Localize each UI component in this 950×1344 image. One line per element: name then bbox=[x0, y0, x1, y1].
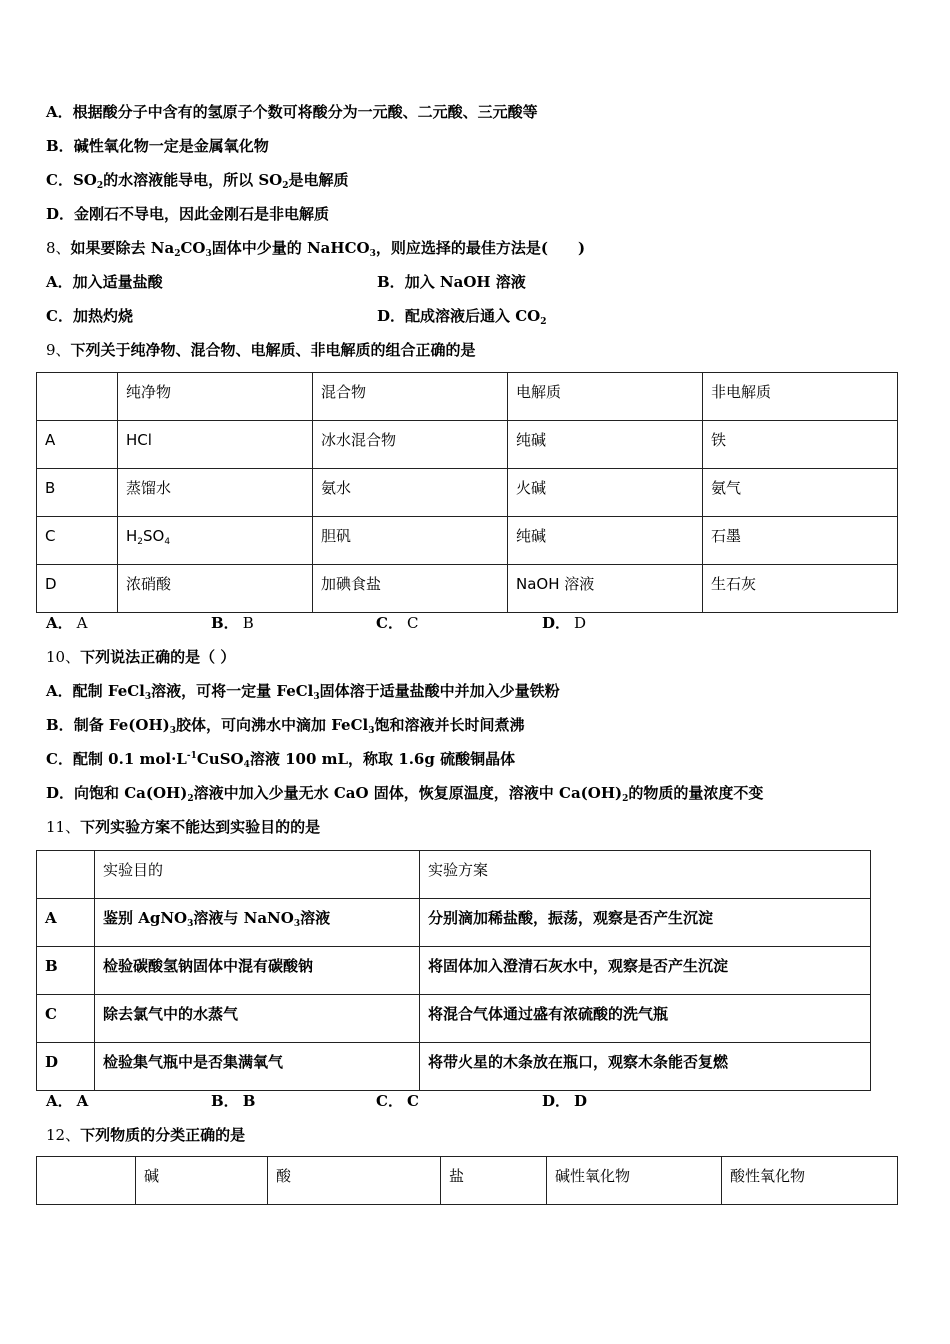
q10-option-b bbox=[46, 714, 525, 736]
table-cell: A bbox=[37, 899, 95, 947]
table-header-cell: 混合物 bbox=[313, 373, 508, 421]
table-header-cell: 碱 bbox=[136, 1157, 268, 1205]
subscript: 3 bbox=[144, 692, 152, 702]
q11-answer-a bbox=[46, 1090, 88, 1112]
text-part: 溶液 bbox=[300, 909, 331, 927]
question-number: 11、 bbox=[46, 818, 81, 836]
table-row bbox=[37, 565, 898, 613]
question-text: 下列说法正确的是（ ） bbox=[80, 648, 236, 666]
text-part: 溶液 100 mL，称取 1.6g 硫酸铜晶体 bbox=[249, 750, 516, 768]
table-row bbox=[37, 421, 898, 469]
subscript: 2 bbox=[187, 794, 194, 804]
option-label: D． bbox=[46, 784, 75, 802]
option-label: A． bbox=[46, 1092, 73, 1110]
q9-answer-options bbox=[46, 612, 906, 634]
question-number: 10、 bbox=[46, 648, 81, 666]
question-text: 下列关于纯净物、混合物、电解质、非电解质的组合正确的是 bbox=[70, 341, 476, 359]
q11-answer-c bbox=[376, 1090, 419, 1112]
table-header-cell: 实验方案 bbox=[420, 851, 871, 899]
option-label: C． bbox=[376, 614, 403, 632]
text-part: 胶体，可向沸水中滴加 FeCl bbox=[175, 716, 369, 734]
q8-options-row-1 bbox=[46, 271, 906, 293]
table-header-cell: 盐 bbox=[441, 1157, 547, 1205]
q7-option-d bbox=[46, 203, 329, 225]
table-cell: 铁 bbox=[703, 421, 898, 469]
question-number: 12、 bbox=[46, 1126, 81, 1144]
table-header-cell bbox=[37, 373, 118, 421]
q11-stem bbox=[46, 816, 320, 838]
q8-option-a bbox=[46, 273, 163, 291]
table-header-cell bbox=[37, 1157, 136, 1205]
superscript: -1 bbox=[186, 751, 197, 761]
table-cell: D bbox=[37, 565, 118, 613]
text-part: 是电解质 bbox=[288, 171, 349, 189]
subscript: 2 bbox=[174, 249, 181, 259]
table-cell: HCl bbox=[118, 421, 313, 469]
q9-answer-d bbox=[542, 612, 586, 634]
table-header-cell: 碱性氧化物 bbox=[547, 1157, 722, 1205]
table-cell: 检验集气瓶中是否集满氧气 bbox=[95, 1043, 420, 1091]
table-cell: B bbox=[37, 947, 95, 995]
table-cell: 石墨 bbox=[703, 517, 898, 565]
option-label: D． bbox=[46, 205, 75, 223]
table-cell: 生石灰 bbox=[703, 565, 898, 613]
question-number: 9、 bbox=[46, 341, 71, 359]
text-part: 溶液与 NaNO bbox=[193, 909, 294, 927]
q7-option-a bbox=[46, 101, 538, 123]
table-cell: C bbox=[37, 517, 118, 565]
option-label: B． bbox=[211, 1092, 239, 1110]
subscript: 2 bbox=[622, 794, 629, 804]
option-label: C． bbox=[46, 750, 73, 768]
text-part: 配制 0.1 mol·L bbox=[72, 750, 187, 768]
text-part: H bbox=[126, 527, 138, 545]
table-header-row bbox=[37, 373, 898, 421]
table-cell: 检验碳酸氢钠固体中混有碳酸钠 bbox=[95, 947, 420, 995]
q8-option-d bbox=[377, 305, 547, 327]
table-cell: 氨水 bbox=[313, 469, 508, 517]
table-cell: 蒸馏水 bbox=[118, 469, 313, 517]
option-text: 根据酸分子中含有的氢原子个数可将酸分为一元酸、二元酸、三元酸等 bbox=[72, 103, 538, 121]
option-label: B． bbox=[211, 614, 239, 632]
option-label: C． bbox=[376, 1092, 403, 1110]
table-header-cell: 酸 bbox=[268, 1157, 441, 1205]
option-label: D． bbox=[542, 1092, 571, 1110]
q10-stem bbox=[46, 646, 235, 668]
subscript: 3 bbox=[368, 726, 375, 736]
option-label: B． bbox=[46, 716, 74, 734]
q10-option-c bbox=[46, 748, 515, 770]
option-label: A． bbox=[46, 614, 73, 632]
q7-option-b bbox=[46, 135, 269, 157]
option-text: A bbox=[76, 614, 88, 632]
table-header-cell: 非电解质 bbox=[703, 373, 898, 421]
table-cell-formula bbox=[95, 899, 420, 947]
table-cell: C bbox=[37, 995, 95, 1043]
text-part: 溶液，可将一定量 FeCl bbox=[151, 682, 314, 700]
subscript: 3 bbox=[293, 919, 301, 929]
option-label: B． bbox=[377, 273, 405, 291]
text-part: CO bbox=[180, 239, 206, 257]
subscript: 3 bbox=[313, 692, 320, 702]
text-part: SO bbox=[143, 527, 165, 545]
q8-option-b bbox=[377, 271, 526, 293]
option-text: C bbox=[406, 1092, 419, 1110]
table-header-row bbox=[37, 851, 871, 899]
q11-table bbox=[36, 850, 871, 1091]
text-part: 如果要除去 Na bbox=[70, 239, 175, 257]
subscript: 3 bbox=[169, 726, 176, 736]
table-cell: D bbox=[37, 1043, 95, 1091]
option-text: A bbox=[76, 1092, 89, 1110]
table-cell-formula bbox=[118, 517, 313, 565]
table-header-row bbox=[37, 1157, 898, 1205]
text-part: 固体中少量的 NaHCO bbox=[211, 239, 370, 257]
table-header-cell: 电解质 bbox=[508, 373, 703, 421]
subscript: 4 bbox=[164, 537, 171, 547]
table-cell: A bbox=[37, 421, 118, 469]
q9-answer-a bbox=[46, 612, 87, 634]
table-header-cell bbox=[37, 851, 95, 899]
text-part: 配制 FeCl bbox=[72, 682, 145, 700]
table-cell: 胆矾 bbox=[313, 517, 508, 565]
subscript: 2 bbox=[137, 537, 144, 547]
table-cell: 将混合气体通过盛有浓硫酸的洗气瓶 bbox=[420, 995, 871, 1043]
subscript: 2 bbox=[282, 181, 289, 191]
text-part: 的物质的量浓度不变 bbox=[628, 784, 764, 802]
q9-answer-b bbox=[211, 612, 254, 634]
option-text: C bbox=[406, 614, 419, 632]
q8-stem bbox=[46, 237, 585, 259]
q9-answer-c bbox=[376, 612, 418, 634]
option-text: 加入 NaOH 溶液 bbox=[404, 273, 526, 291]
table-row bbox=[37, 469, 898, 517]
text-part: 的水溶液能导电，所以 SO bbox=[103, 171, 283, 189]
question-text: 下列物质的分类正确的是 bbox=[80, 1126, 246, 1144]
q10-option-a bbox=[46, 680, 560, 702]
text-part: ，则应选择的最佳方法是( ) bbox=[375, 239, 586, 257]
text-part: 制备 Fe(OH) bbox=[73, 716, 170, 734]
option-text: 加入适量盐酸 bbox=[72, 273, 163, 291]
q8-options-row-2 bbox=[46, 305, 906, 327]
table-row bbox=[37, 517, 898, 565]
text-part: CuSO bbox=[196, 750, 244, 768]
table-cell: 加碘食盐 bbox=[313, 565, 508, 613]
table-cell: 将固体加入澄清石灰水中，观察是否产生沉淀 bbox=[420, 947, 871, 995]
table-cell: 冰水混合物 bbox=[313, 421, 508, 469]
q10-option-d bbox=[46, 782, 763, 804]
subscript: 3 bbox=[205, 249, 212, 259]
q9-table bbox=[36, 372, 898, 613]
option-label: A． bbox=[46, 103, 73, 121]
option-label: D． bbox=[377, 307, 406, 325]
text-part: 鉴别 AgNO bbox=[103, 909, 188, 927]
option-label: B． bbox=[46, 137, 74, 155]
subscript: 2 bbox=[96, 181, 104, 191]
table-cell: 分别滴加稀盐酸，振荡，观察是否产生沉淀 bbox=[420, 899, 871, 947]
table-cell: 纯碱 bbox=[508, 517, 703, 565]
q7-option-c bbox=[46, 169, 349, 191]
table-row bbox=[37, 995, 871, 1043]
q11-answer-d bbox=[542, 1090, 587, 1112]
q8-option-c bbox=[46, 307, 133, 325]
subscript: 4 bbox=[243, 760, 250, 770]
table-header-cell: 酸性氧化物 bbox=[722, 1157, 898, 1205]
text-part: 溶液中加入少量无水 CaO 固体，恢复原温度，溶液中 Ca(OH) bbox=[193, 784, 623, 802]
table-row bbox=[37, 947, 871, 995]
table-cell: 将带火星的木条放在瓶口，观察木条能否复燃 bbox=[420, 1043, 871, 1091]
table-cell: NaOH 溶液 bbox=[508, 565, 703, 613]
subscript: 3 bbox=[187, 919, 194, 929]
q12-table bbox=[36, 1156, 898, 1205]
table-cell: 浓硝酸 bbox=[118, 565, 313, 613]
table-header-cell: 实验目的 bbox=[95, 851, 420, 899]
option-label: A． bbox=[46, 682, 73, 700]
table-row bbox=[37, 1043, 871, 1091]
option-label: C． bbox=[46, 171, 73, 189]
text-part: 配成溶液后通入 CO bbox=[405, 307, 541, 325]
table-header-cell: 纯净物 bbox=[118, 373, 313, 421]
table-row bbox=[37, 899, 871, 947]
text-part: 饱和溶液并长时间煮沸 bbox=[374, 716, 525, 734]
table-cell: 除去氯气中的水蒸气 bbox=[95, 995, 420, 1043]
text-part: SO bbox=[72, 171, 97, 189]
table-cell: B bbox=[37, 469, 118, 517]
subscript: 3 bbox=[369, 249, 376, 259]
q12-stem bbox=[46, 1124, 245, 1146]
option-label: D． bbox=[542, 614, 571, 632]
option-label: A． bbox=[46, 273, 73, 291]
option-text: 碱性氧化物一定是金属氧化物 bbox=[73, 137, 269, 155]
question-number: 8、 bbox=[46, 239, 71, 257]
q9-stem bbox=[46, 339, 476, 361]
option-label: C． bbox=[46, 307, 73, 325]
question-text: 下列实验方案不能达到实验目的的是 bbox=[80, 818, 321, 836]
q11-answer-options bbox=[46, 1090, 906, 1112]
option-text: D bbox=[574, 614, 587, 632]
option-text: B bbox=[242, 614, 254, 632]
table-cell: 火碱 bbox=[508, 469, 703, 517]
option-text: D bbox=[574, 1092, 588, 1110]
option-text: 加热灼烧 bbox=[72, 307, 133, 325]
text-part: 固体溶于适量盐酸中并加入少量铁粉 bbox=[319, 682, 560, 700]
text-part: 向饱和 Ca(OH) bbox=[74, 784, 188, 802]
q11-answer-b bbox=[211, 1090, 255, 1112]
option-text: B bbox=[242, 1092, 256, 1110]
subscript: 2 bbox=[540, 317, 547, 327]
option-text: 金刚石不导电，因此金刚石是非电解质 bbox=[74, 205, 330, 223]
table-cell: 纯碱 bbox=[508, 421, 703, 469]
table-cell: 氨气 bbox=[703, 469, 898, 517]
